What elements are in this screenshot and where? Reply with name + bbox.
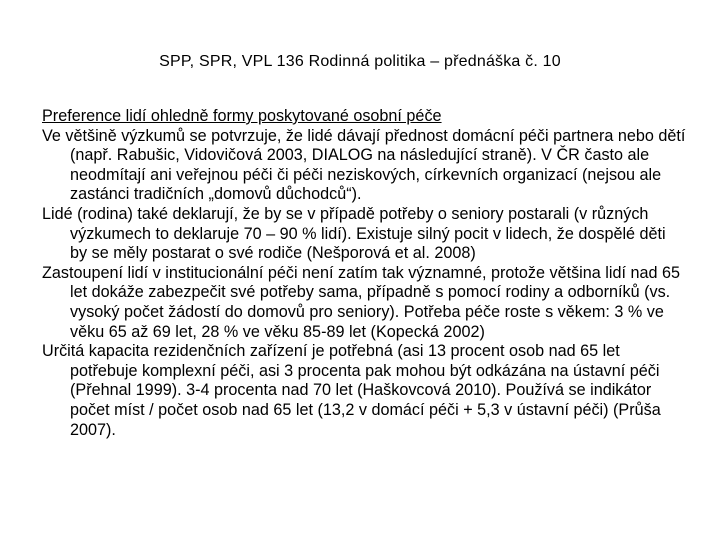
paragraph-family-declaration: Lidé (rodina) také deklarují, že by se v případě potřeby o seniory postarali (v různých výzkumech to deklaruje 70 – 90 % lidí). Existuje silný pocit v lidech, že dospělé děti by se měly postarat o své rodiče (Nešporová et al. 2008)	[42, 204, 666, 263]
paragraph-residential-capacity: Určitá kapacita rezidenčních zařízení je potřebná (asi 13 procent osob nad 65 let potřebuje komplexní péči, asi 3 procenta pak mohou být odkázána na ústavní péči (Přehnal 1999). 3-4 procenta nad 70 let (Haškovcová 2010). Používá se indikátor počet míst / počet osob nad 65 let (13,2 v domácí péči + 5,3 v ústavní péči) (Průša 2007).	[42, 342, 661, 439]
slide-header: SPP, SPR, VPL 136 Rodinná politika – přednáška č. 10	[159, 53, 561, 70]
paragraph-home-care-preference: Ve většině výzkumů se potvrzuje, že lidé dávají přednost domácní péči partnera nebo dětí (např. Rabušic, Vidovičová 2003, DIALOG na následující straně). V ČR často ale neodmítají ani veřejnou péči či péči neziskových, církevních organizací (nejsou ale zastánci tradičních „domovů důchodců“).	[42, 126, 686, 204]
paragraph-institutional-care: Zastoupení lidí v institucionální péči není zatím tak významné, protože většina lidí nad 65 let dokáže zabezpečit své potřeby sama, případně s pomocí rodiny a odborníků (vs. vysoký počet žádostí do domovů pro seniory). Potřeba péče roste s věkem: 3 % ve věku 65 až 69 let, 28 % ve věku 85-89 let (Kopecká 2002)	[42, 263, 680, 341]
section-heading: Preference lidí ohledně formy poskytované osobní péče	[42, 107, 442, 125]
slide-content	[42, 107, 687, 440]
